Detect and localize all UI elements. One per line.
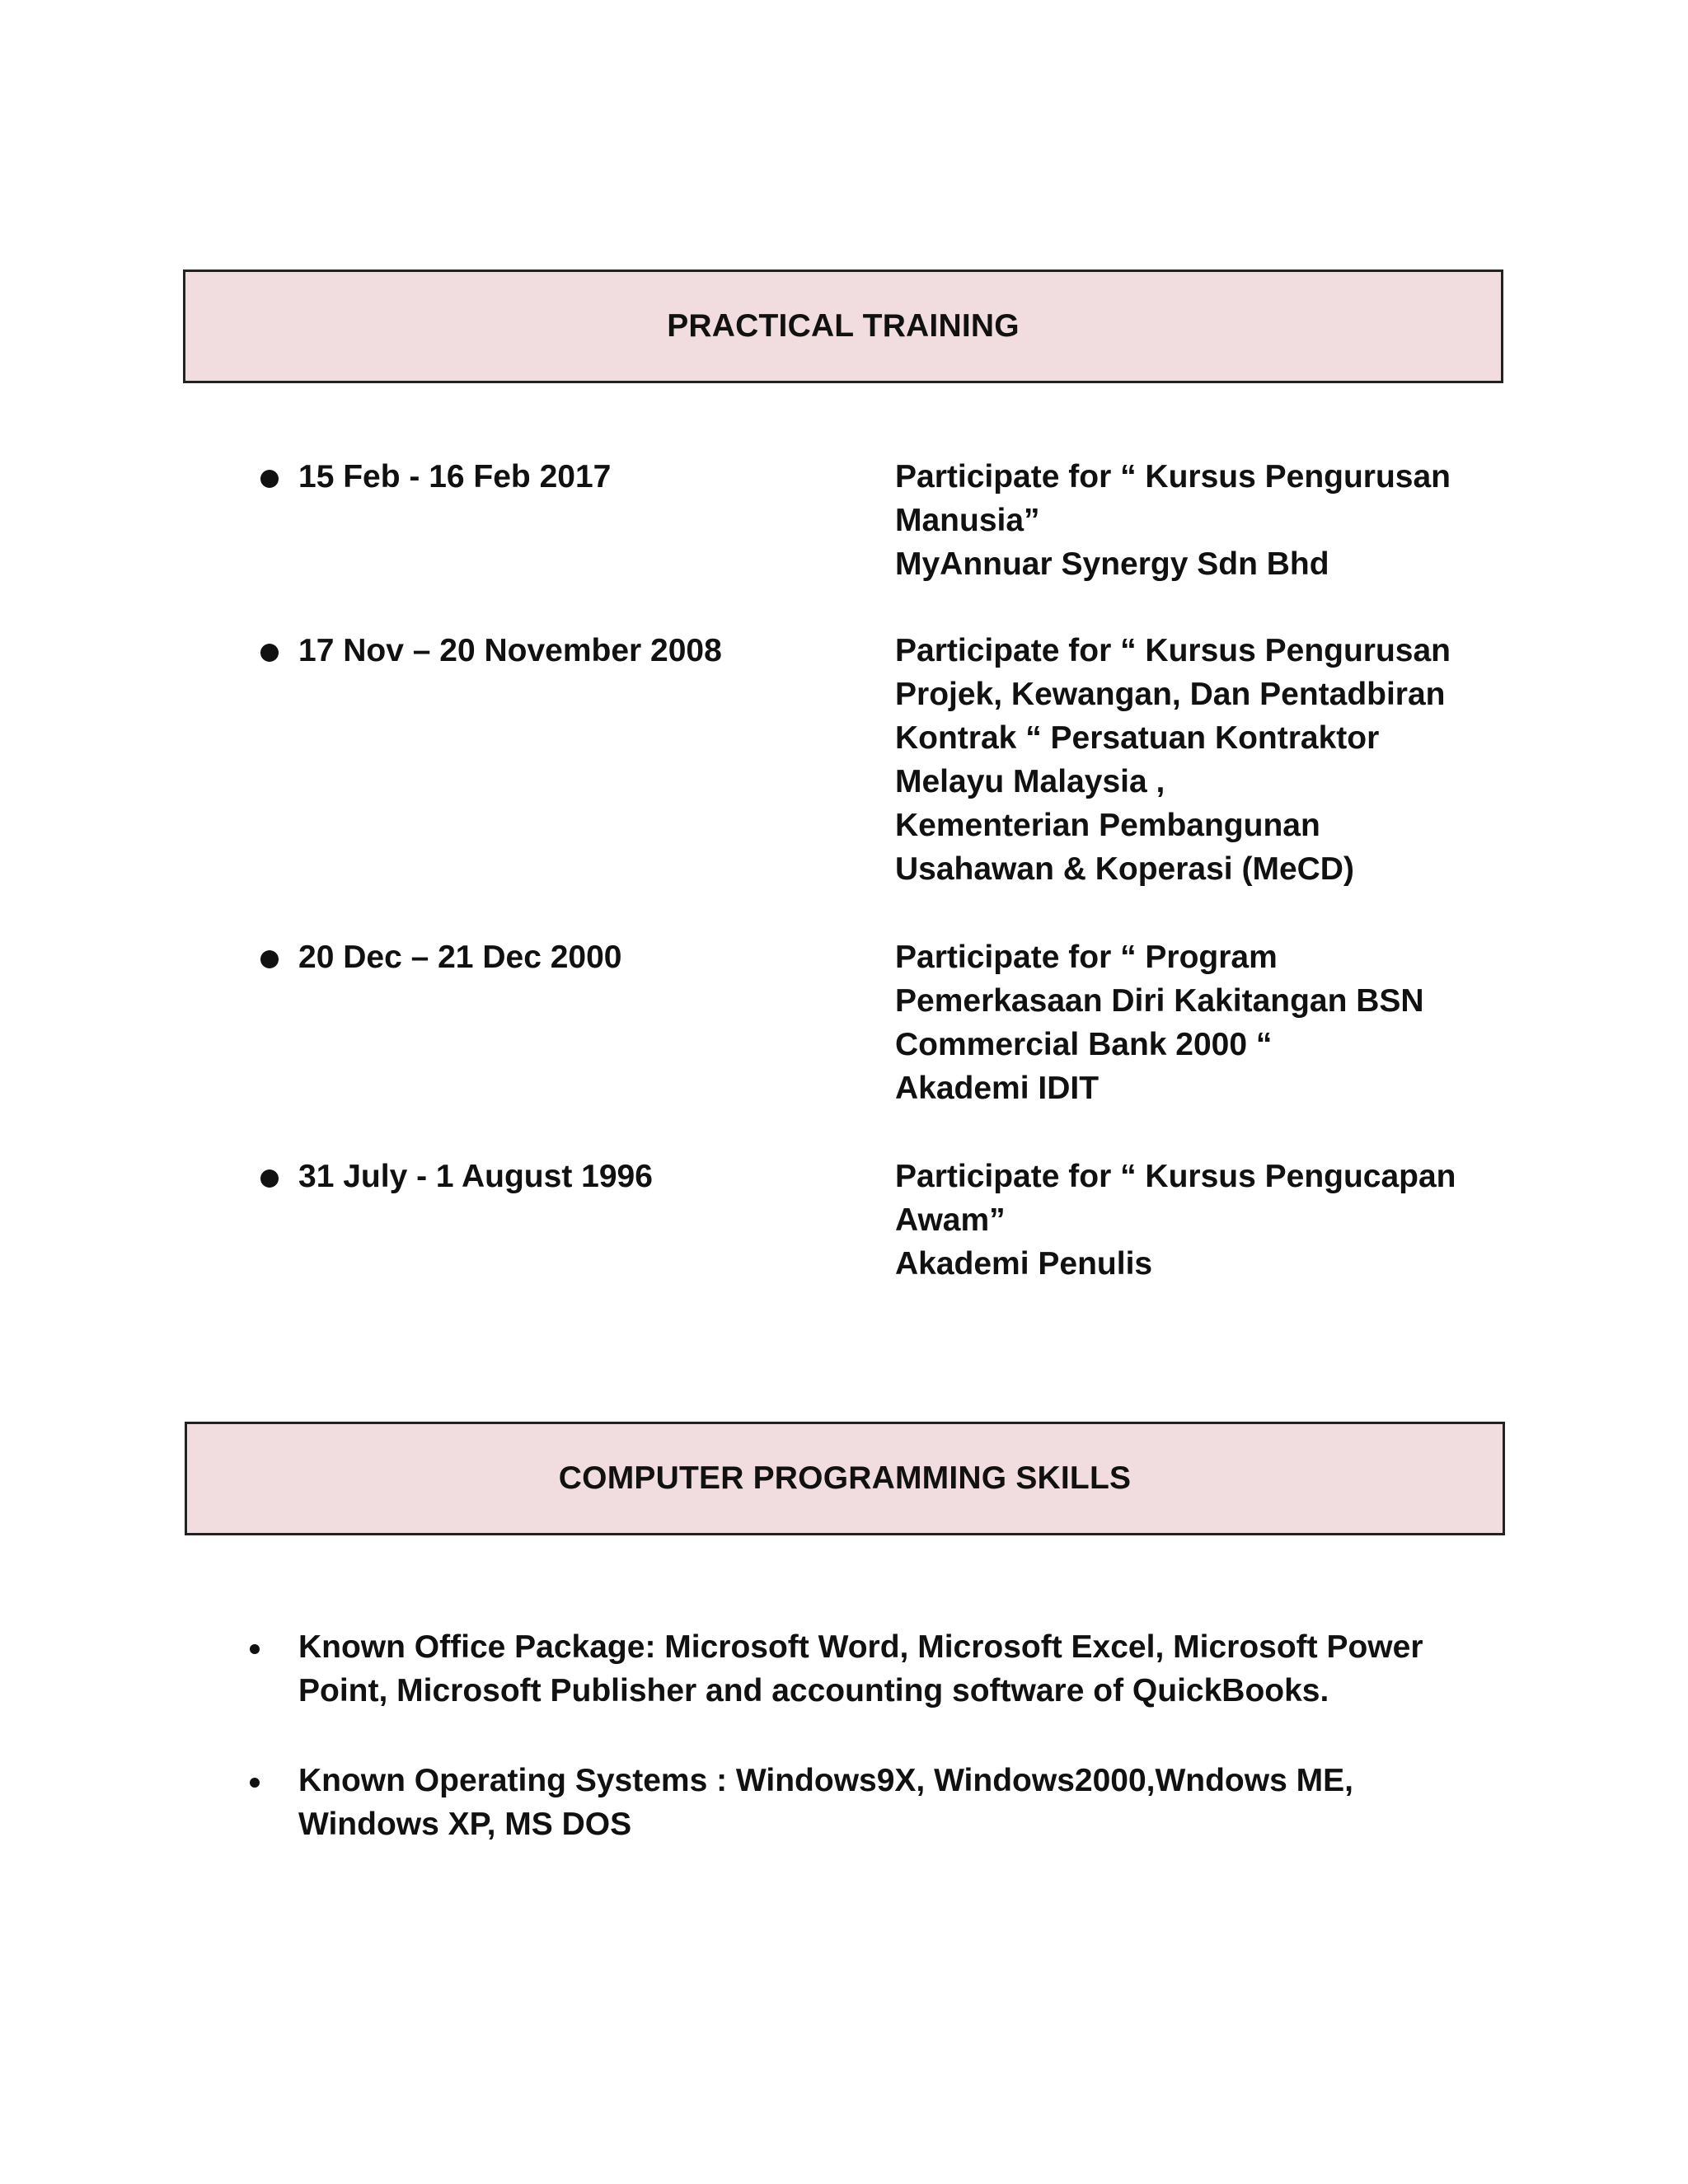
training-line: Projek, Kewangan, Dan Pentadbiran [895, 677, 1446, 712]
bullet-icon [260, 950, 279, 968]
training-date: 20 Dec – 21 Dec 2000 [298, 940, 622, 975]
training-line: Awam” [895, 1202, 1006, 1238]
training-date: 15 Feb - 16 Feb 2017 [298, 459, 612, 494]
training-line: Akademi IDIT [895, 1071, 1100, 1106]
training-description [895, 629, 1505, 891]
skill-line: Windows XP, MS DOS [298, 1807, 632, 1842]
training-line: Melayu Malaysia , [895, 764, 1165, 799]
training-line: Commercial Bank 2000 “ [895, 1027, 1273, 1062]
training-line: Kementerian Pembangunan [895, 808, 1320, 843]
skill-line: Known Operating Systems : Windows9X, Windows2000,Wndows ME, [298, 1763, 1353, 1798]
computer-skills-title: COMPUTER PROGRAMMING SKILLS [558, 1460, 1132, 1496]
training-line: Participate for “ Kursus Pengucapan [895, 1159, 1456, 1194]
training-line: Kontrak “ Persatuan Kontraktor [895, 720, 1380, 756]
skill-text [298, 1759, 1502, 1846]
training-line: Akademi Penulis [895, 1246, 1153, 1282]
training-line: Participate for “ Kursus Pengurusan [895, 633, 1451, 668]
training-line: Usahawan & Koperasi (MeCD) [895, 851, 1354, 887]
practical-training-header [183, 269, 1503, 383]
training-line: MyAnnuar Synergy Sdn Bhd [895, 546, 1329, 582]
skill-line: Point, Microsoft Publisher and accounting software of QuickBooks. [298, 1673, 1329, 1708]
training-description [895, 455, 1505, 586]
training-date: 17 Nov – 20 November 2008 [298, 633, 722, 668]
bullet-icon [260, 1169, 279, 1188]
computer-skills-header [185, 1422, 1505, 1535]
practical-training-title: PRACTICAL TRAINING [667, 308, 1020, 344]
skill-text [298, 1625, 1502, 1713]
bullet-icon [250, 1644, 260, 1654]
training-date: 31 July - 1 August 1996 [298, 1159, 653, 1194]
bullet-icon [260, 644, 279, 662]
bullet-icon [260, 470, 279, 488]
skill-line: Known Office Package: Microsoft Word, Microsoft Excel, Microsoft Power [298, 1629, 1423, 1665]
training-description [895, 935, 1505, 1110]
training-line: Manusia” [895, 503, 1040, 538]
training-line: Participate for “ Kursus Pengurusan [895, 459, 1451, 494]
training-description [895, 1155, 1505, 1286]
training-line: Pemerkasaan Diri Kakitangan BSN [895, 983, 1424, 1019]
training-line: Participate for “ Program [895, 940, 1278, 975]
bullet-icon [250, 1778, 260, 1788]
